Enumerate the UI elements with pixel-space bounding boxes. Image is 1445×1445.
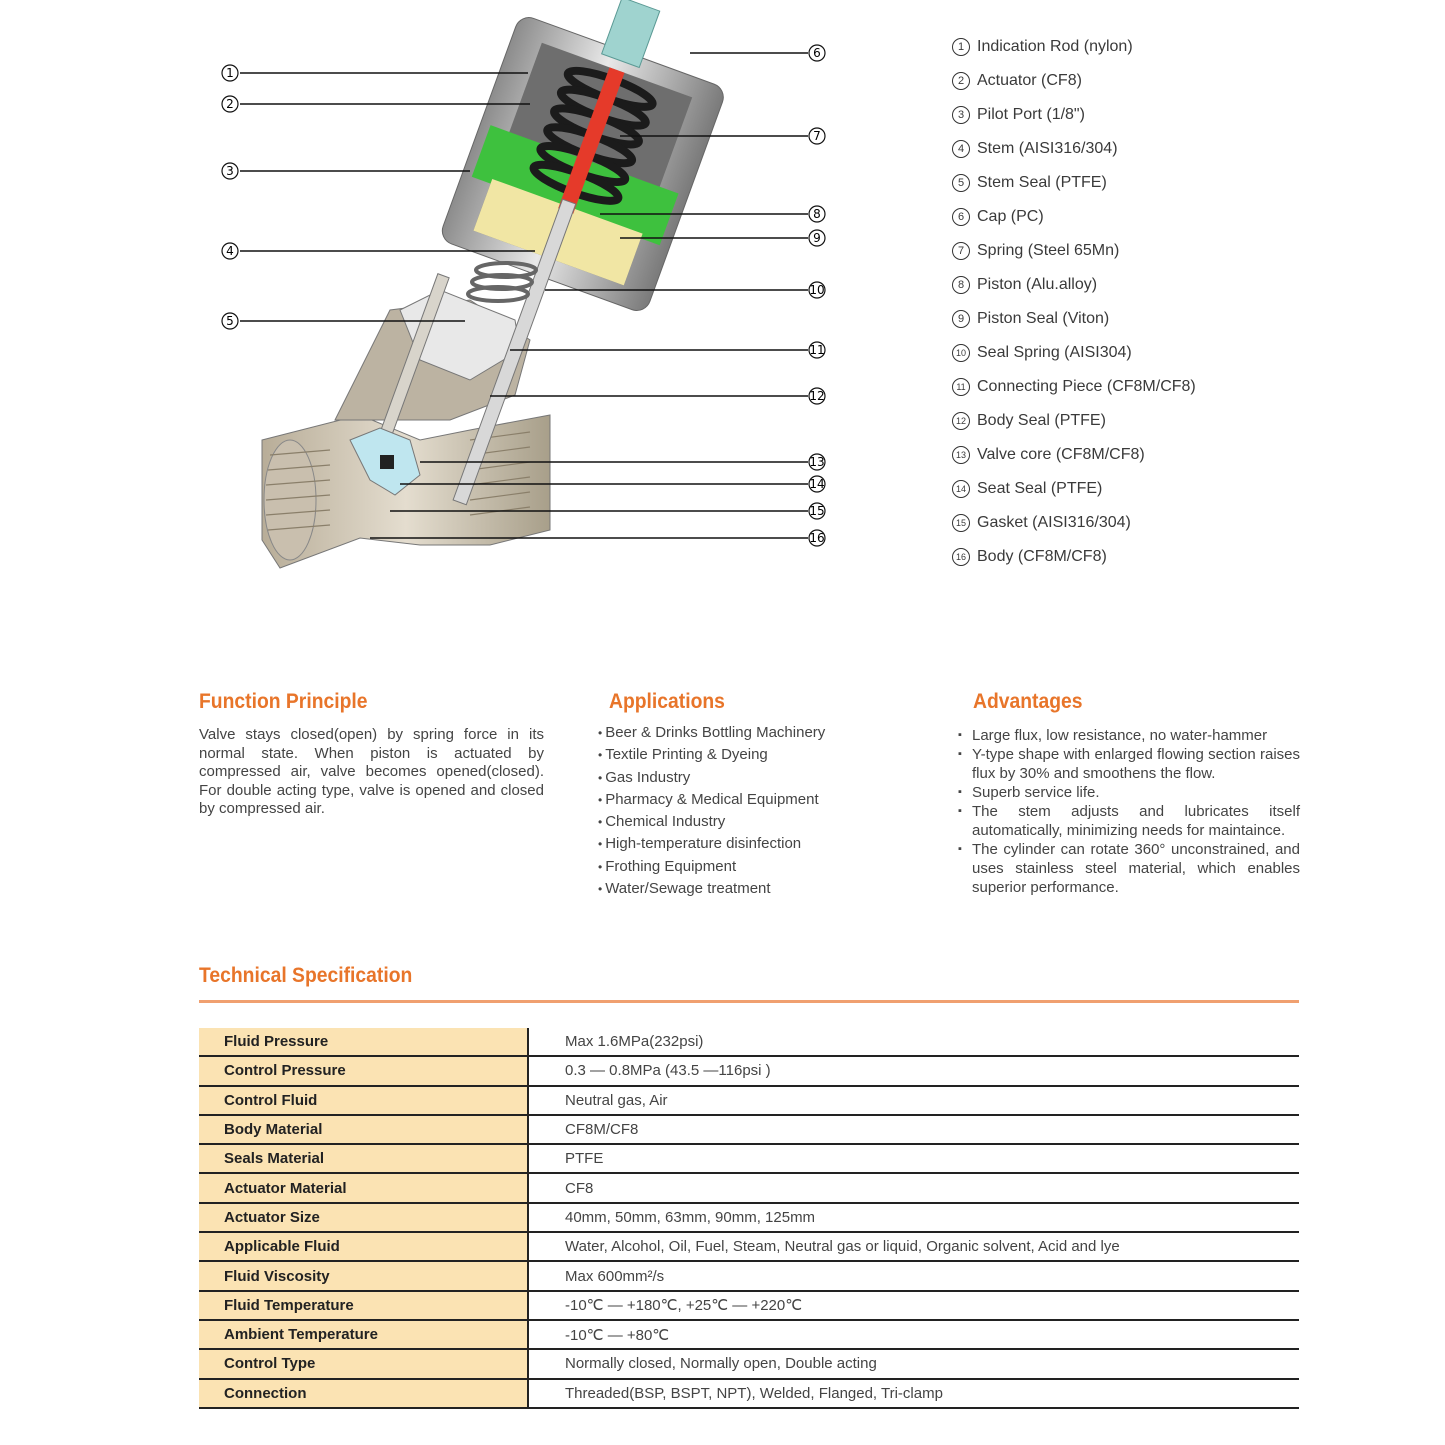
list-item: ▪ The cylinder can rotate 360° unconstrained, and uses stainless steel material, which enables superior performance.	[958, 840, 1300, 897]
spec-key: Fluid Temperature	[199, 1291, 528, 1320]
spec-value: 40mm, 50mm, 63mm, 90mm, 125mm	[528, 1203, 1299, 1232]
spec-key: Actuator Size	[199, 1203, 528, 1232]
advantages-list	[958, 726, 1300, 897]
svg-text:10: 10	[809, 283, 825, 297]
callout-7	[809, 128, 825, 144]
legend-number: 6	[952, 208, 970, 226]
svg-text:11: 11	[809, 343, 825, 357]
list-item: • High-temperature disinfection	[598, 833, 918, 855]
function-principle-title: Function Principle	[199, 690, 368, 713]
legend-number: 9	[952, 310, 970, 328]
list-item: • Water/Sewage treatment	[598, 878, 918, 900]
legend-item	[952, 64, 1352, 98]
legend-number: 13	[952, 446, 970, 464]
callout-6	[809, 45, 825, 61]
spec-key: Fluid Viscosity	[199, 1261, 528, 1290]
spec-key: Connection	[199, 1379, 528, 1408]
callout-11	[809, 342, 825, 358]
function-principle-text: Valve stays closed(open) by spring force in its normal state. When piston is actuated by compressed air, valve becomes opened(closed). For double acting type, valve is opened and closed by compressed air.	[199, 726, 544, 817]
spec-value: -10℃ — +180℃, +25℃ — +220℃	[528, 1291, 1299, 1320]
spec-value: 0.3 — 0.8MPa (43.5 —116psi )	[528, 1056, 1299, 1085]
callout-2	[222, 96, 238, 112]
callout-5	[222, 313, 238, 329]
callout-15	[809, 503, 825, 519]
svg-text:3: 3	[226, 164, 234, 178]
legend-item	[952, 438, 1352, 472]
legend-number: 10	[952, 344, 970, 362]
technical-specification-title: Technical Specification	[199, 964, 413, 987]
svg-text:12: 12	[809, 389, 825, 403]
svg-text:14: 14	[809, 477, 825, 491]
list-item: • Gas Industry	[598, 767, 918, 789]
legend-label: Actuator (CF8)	[977, 72, 1082, 89]
spec-value: Neutral gas, Air	[528, 1086, 1299, 1115]
legend-label: Valve core (CF8M/CF8)	[977, 446, 1145, 463]
table-row	[199, 1173, 1299, 1202]
spec-key: Seals Material	[199, 1144, 528, 1173]
legend-number: 5	[952, 174, 970, 192]
table-row	[199, 1086, 1299, 1115]
applications-section	[598, 690, 918, 900]
callout-13	[809, 454, 825, 470]
list-item: • Pharmacy & Medical Equipment	[598, 789, 918, 811]
list-item: ▪ Superb service life.	[958, 783, 1300, 802]
list-item: ▪ The stem adjusts and lubricates itself automatically, minimizing needs for maintaince.	[958, 802, 1300, 840]
spec-key: Control Pressure	[199, 1056, 528, 1085]
legend-item	[952, 404, 1352, 438]
legend-item	[952, 234, 1352, 268]
function-principle-section	[199, 690, 544, 819]
callout-1	[222, 65, 238, 81]
spec-key: Applicable Fluid	[199, 1232, 528, 1261]
legend-number: 16	[952, 548, 970, 566]
list-item: • Beer & Drinks Bottling Machinery	[598, 722, 918, 744]
spec-value: Max 1.6MPa(232psi)	[528, 1028, 1299, 1056]
advantages-section	[958, 690, 1300, 897]
callout-8	[809, 206, 825, 222]
legend-label: Body Seal (PTFE)	[977, 412, 1106, 429]
section-divider	[199, 1000, 1299, 1003]
svg-text:5: 5	[226, 314, 234, 328]
list-item: ▪ Large flux, low resistance, no water-hammer	[958, 726, 1300, 745]
legend-number: 4	[952, 140, 970, 158]
svg-text:1: 1	[226, 66, 234, 80]
legend-item	[952, 166, 1352, 200]
legend-label: Pilot Port (1/8")	[977, 106, 1085, 123]
spec-key: Fluid Pressure	[199, 1028, 528, 1056]
table-row	[199, 1028, 1299, 1056]
legend-item	[952, 132, 1352, 166]
spec-value: -10℃ — +80℃	[528, 1320, 1299, 1349]
callout-10	[809, 282, 825, 298]
table-row	[199, 1203, 1299, 1232]
table-row	[199, 1232, 1299, 1261]
table-row	[199, 1144, 1299, 1173]
legend-number: 14	[952, 480, 970, 498]
table-row	[199, 1379, 1299, 1408]
legend-label: Body (CF8M/CF8)	[977, 548, 1107, 565]
legend-item	[952, 98, 1352, 132]
legend-item	[952, 540, 1352, 574]
spec-value: CF8	[528, 1173, 1299, 1202]
svg-text:6: 6	[813, 46, 821, 60]
legend-number: 8	[952, 276, 970, 294]
legend-label: Gasket (AISI316/304)	[977, 514, 1131, 531]
legend-label: Spring (Steel 65Mn)	[977, 242, 1120, 259]
callout-12	[809, 388, 825, 404]
svg-text:16: 16	[809, 531, 825, 545]
legend-label: Connecting Piece (CF8M/CF8)	[977, 378, 1196, 395]
legend-item	[952, 472, 1352, 506]
spec-key: Control Fluid	[199, 1086, 528, 1115]
list-item: ▪ Y-type shape with enlarged flowing section raises flux by 30% and smoothens the flow.	[958, 745, 1300, 783]
table-row	[199, 1056, 1299, 1085]
callout-9	[809, 230, 825, 246]
legend-number: 12	[952, 412, 970, 430]
legend-item	[952, 336, 1352, 370]
svg-text:15: 15	[809, 504, 825, 518]
legend-number: 7	[952, 242, 970, 260]
table-row	[199, 1320, 1299, 1349]
legend-item	[952, 268, 1352, 302]
parts-legend	[952, 30, 1352, 574]
svg-text:8: 8	[813, 207, 821, 221]
list-item: • Textile Printing & Dyeing	[598, 744, 918, 766]
specification-table	[199, 1028, 1299, 1409]
spec-value: PTFE	[528, 1144, 1299, 1173]
list-item: • Chemical Industry	[598, 811, 918, 833]
list-item: • Frothing Equipment	[598, 856, 918, 878]
table-row	[199, 1291, 1299, 1320]
legend-number: 15	[952, 514, 970, 532]
legend-label: Piston (Alu.alloy)	[977, 276, 1098, 293]
spec-key: Control Type	[199, 1349, 528, 1378]
legend-item	[952, 200, 1352, 234]
spec-value: CF8M/CF8	[528, 1115, 1299, 1144]
legend-label: Cap (PC)	[977, 208, 1044, 225]
legend-label: Indication Rod (nylon)	[977, 38, 1133, 55]
applications-list	[598, 722, 918, 900]
spec-key: Ambient Temperature	[199, 1320, 528, 1349]
legend-label: Piston Seal (Viton)	[977, 310, 1110, 327]
legend-item	[952, 370, 1352, 404]
svg-text:4: 4	[226, 244, 234, 258]
svg-text:2: 2	[226, 97, 234, 111]
spec-key: Body Material	[199, 1115, 528, 1144]
spec-value: Max 600mm²/s	[528, 1261, 1299, 1290]
svg-text:13: 13	[809, 455, 825, 469]
svg-text:9: 9	[813, 231, 821, 245]
spec-value: Water, Alcohol, Oil, Fuel, Steam, Neutral gas or liquid, Organic solvent, Acid and lye	[528, 1232, 1299, 1261]
legend-label: Stem Seal (PTFE)	[977, 174, 1107, 191]
spec-value: Threaded(BSP, BSPT, NPT), Welded, Flanged, Tri-clamp	[528, 1379, 1299, 1408]
legend-number: 3	[952, 106, 970, 124]
legend-number: 2	[952, 72, 970, 90]
advantages-title: Advantages	[973, 690, 1083, 713]
legend-number: 11	[952, 378, 970, 396]
legend-item	[952, 30, 1352, 64]
legend-item	[952, 302, 1352, 336]
table-row	[199, 1261, 1299, 1290]
legend-number: 1	[952, 38, 970, 56]
spec-value: Normally closed, Normally open, Double acting	[528, 1349, 1299, 1378]
applications-title: Applications	[609, 690, 725, 713]
legend-label: Seat Seal (PTFE)	[977, 480, 1103, 497]
callout-3	[222, 163, 238, 179]
callout-16	[809, 530, 825, 546]
legend-item	[952, 506, 1352, 540]
callout-14	[809, 476, 825, 492]
valve-cutaway-diagram	[0, 0, 860, 600]
callout-4	[222, 243, 238, 259]
svg-text:7: 7	[813, 129, 821, 143]
table-row	[199, 1349, 1299, 1378]
legend-label: Stem (AISI316/304)	[977, 140, 1118, 157]
legend-label: Seal Spring (AISI304)	[977, 344, 1132, 361]
table-row	[199, 1115, 1299, 1144]
spec-key: Actuator Material	[199, 1173, 528, 1202]
